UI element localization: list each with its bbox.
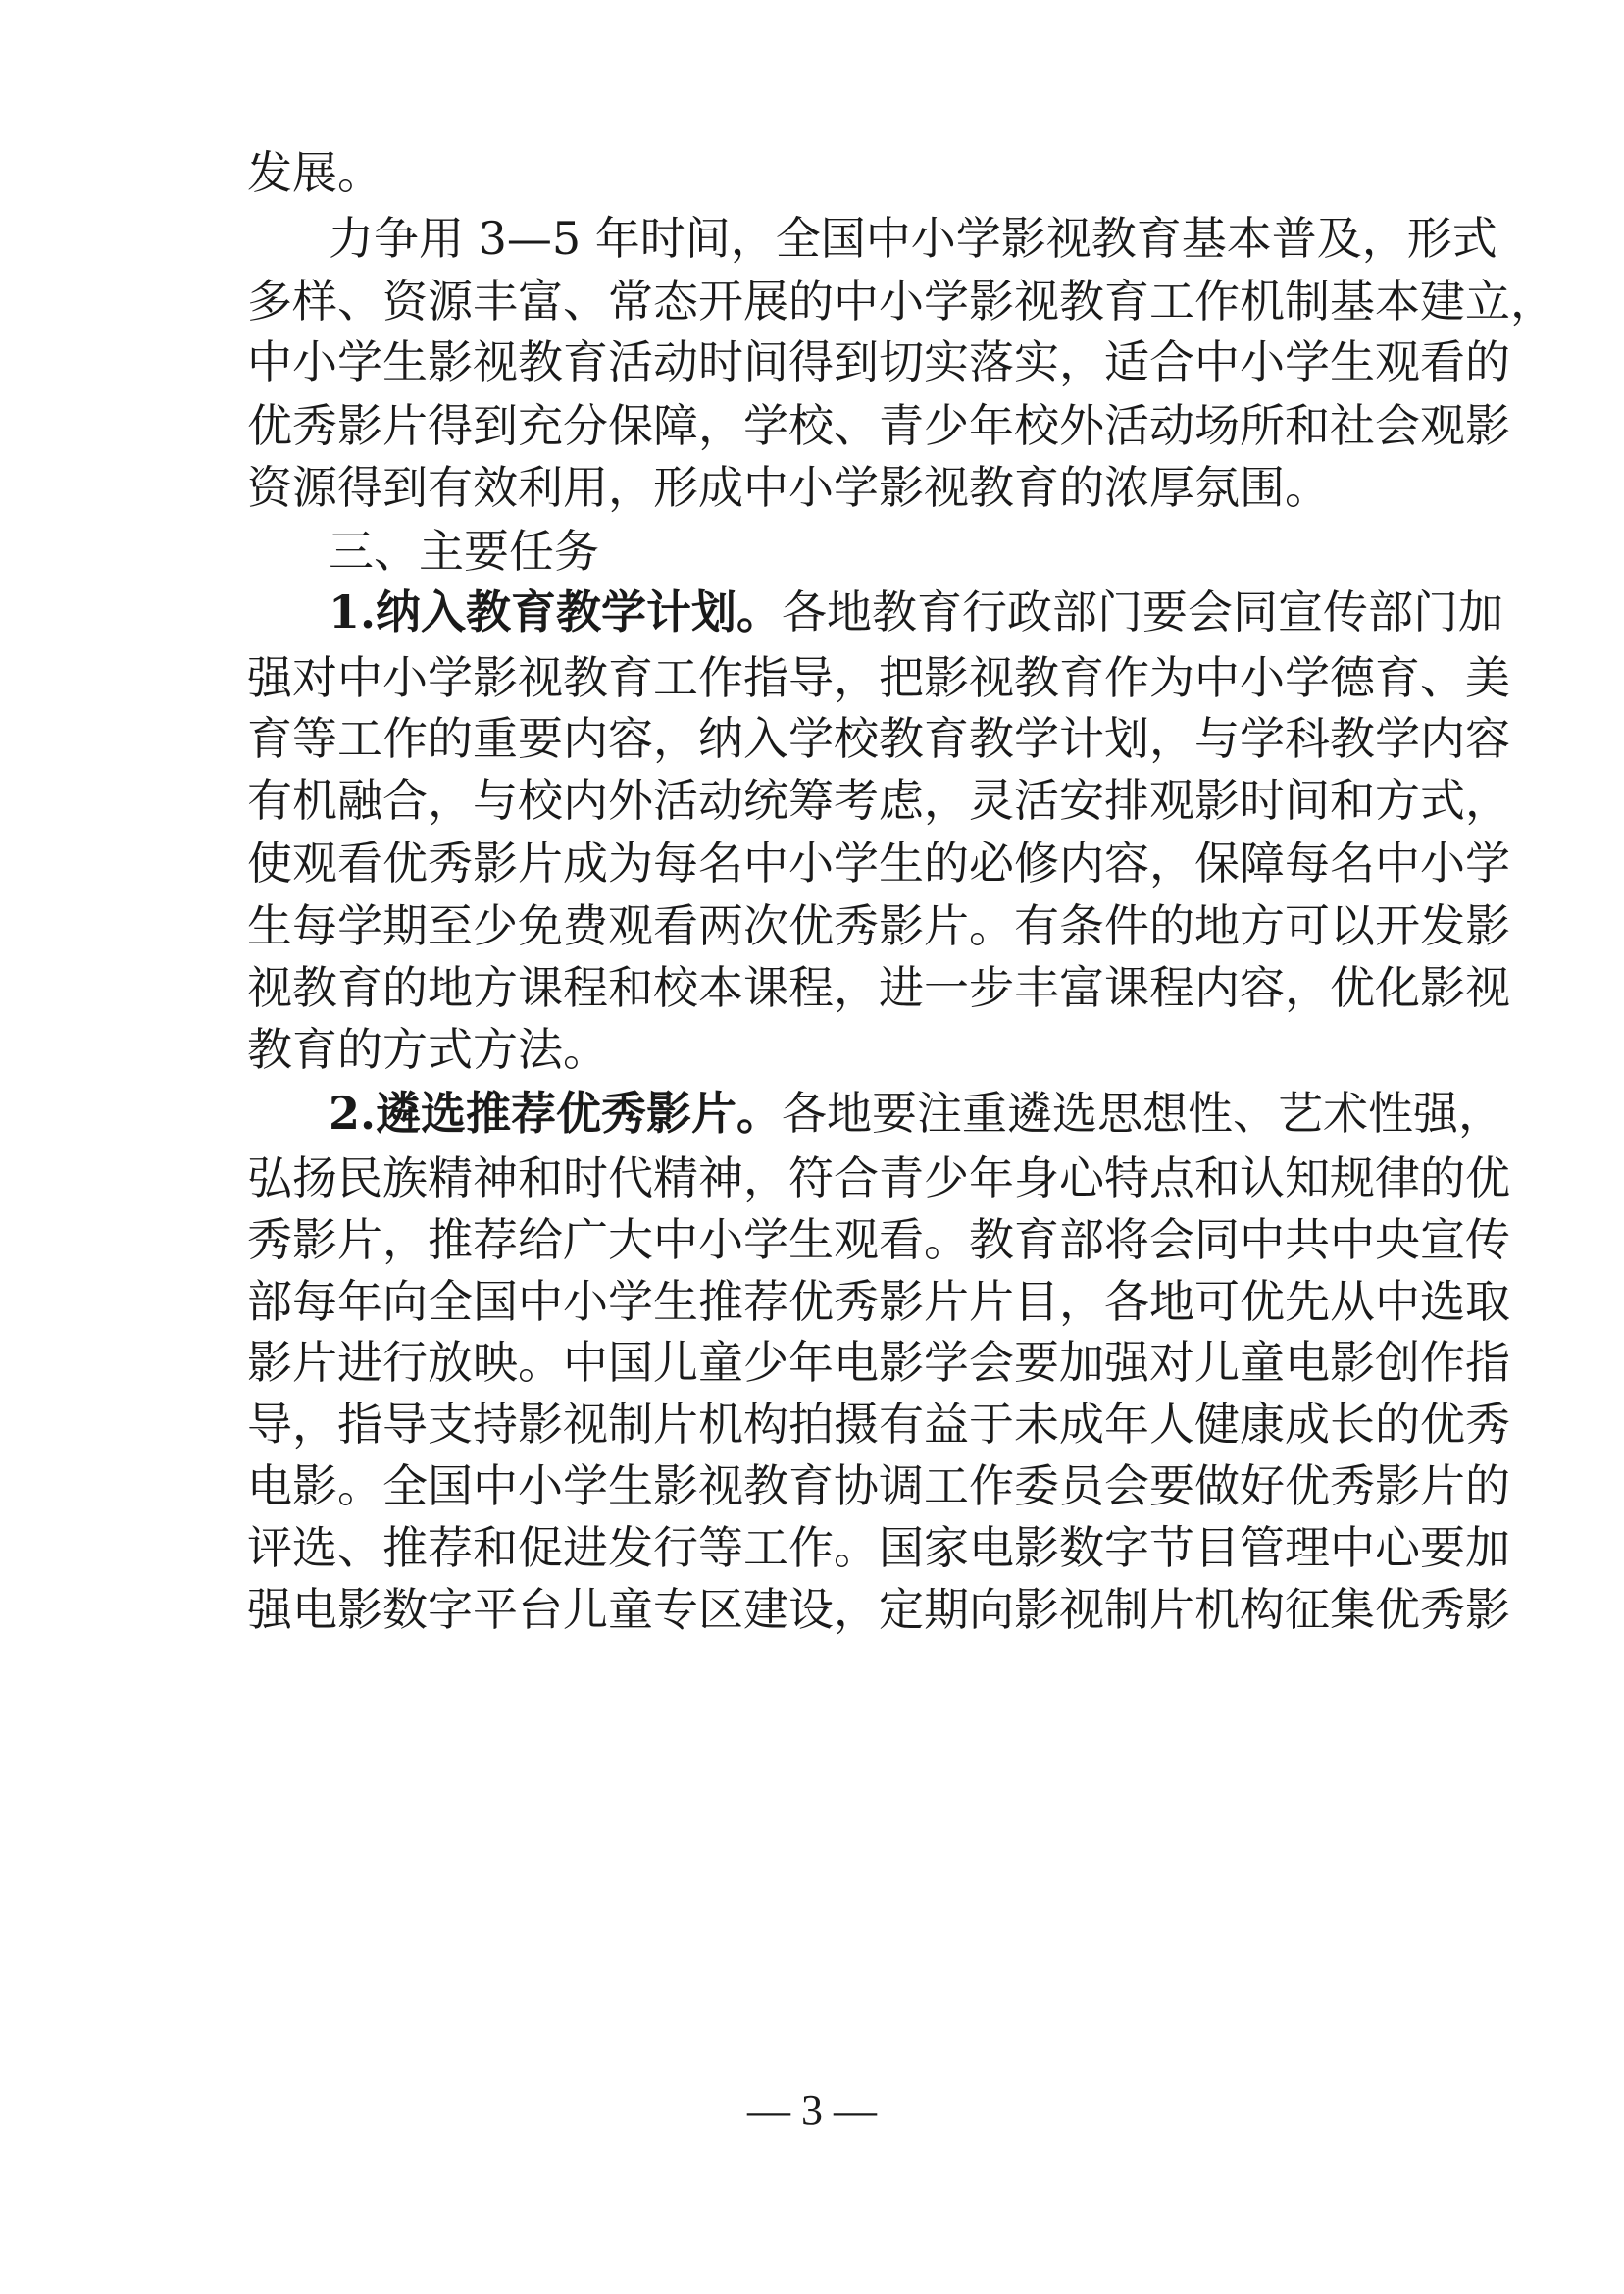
paragraph-line [329,1083,1504,1144]
paragraph-line: 生每学期至少免费观看两次优秀影片。有条件的地方可以开发影 [247,899,1510,952]
item-text: 各地要注重遴选思想性、艺术性强， [782,1087,1504,1140]
paragraph-line: 视教育的地方课程和校本课程，进一步丰富课程内容，优化影视 [247,961,1510,1014]
paragraph-line: 使观看优秀影片成为每名中小学生的必修内容，保障每名中小学 [247,837,1510,890]
paragraph-line: 秀影片，推荐给广大中小学生观看。教育部将会同中共中央宣传 [247,1213,1510,1266]
paragraph-line: 资源得到有效利用，形成中小学影视教育的浓厚氛围。 [247,461,1330,514]
paragraph-line: 部每年向全国中小学生推荐优秀影片片目，各地可优先从中选取 [247,1275,1510,1328]
paragraph-line: 优秀影片得到充分保障，学校、青少年校外活动场所和社会观影 [247,399,1510,452]
paragraph-line: 力争用 3—5 年时间，全国中小学影视教育基本普及，形式 [329,212,1497,265]
paragraph-line: 弘扬民族精神和时代精神，符合青少年身心特点和认知规律的优 [247,1151,1510,1204]
paragraph-line: 有机融合，与校内外活动统筹考虑，灵活安排观影时间和方式， [247,774,1510,827]
paragraph-line: 中小学生影视教育活动时间得到切实落实，适合中小学生观看的 [247,335,1510,388]
page-number: — 3 — [747,2086,877,2134]
item-lead: 1.纳入教育教学计划。 [329,586,783,638]
paragraph-line: 强对中小学影视教育工作指导，把影视教育作为中小学德育、美 [247,651,1510,704]
paragraph-line: 发展。 [247,146,382,199]
paragraph-line: 影片进行放映。中国儿童少年电影学会要加强对儿童电影创作指 [247,1336,1510,1389]
paragraph-line: 教育的方式方法。 [247,1023,608,1076]
item-lead: 2.遴选推荐优秀影片。 [329,1087,783,1140]
item-text: 各地教育行政部门要会同宣传部门加 [782,586,1504,638]
paragraph-line: 导，指导支持影视制片机构拍摄有益于未成年人健康成长的优秀 [247,1398,1510,1451]
paragraph-line: 评选、推荐和促进发行等工作。国家电影数字节目管理中心要加 [247,1521,1510,1574]
paragraph-line: 育等工作的重要内容，纳入学校教育教学计划，与学科教学内容 [247,712,1510,765]
paragraph-line: 强电影数字平台儿童专区建设，定期向影视制片机构征集优秀影 [247,1583,1510,1636]
paragraph-line: 电影。全国中小学生影视教育协调工作委员会要做好优秀影片的 [247,1459,1510,1512]
section-heading: 三、主要任务 [329,525,599,578]
paragraph-line [329,582,1504,642]
paragraph-line: 多样、资源丰富、常态开展的中小学影视教育工作机制基本建立， [247,275,1555,328]
